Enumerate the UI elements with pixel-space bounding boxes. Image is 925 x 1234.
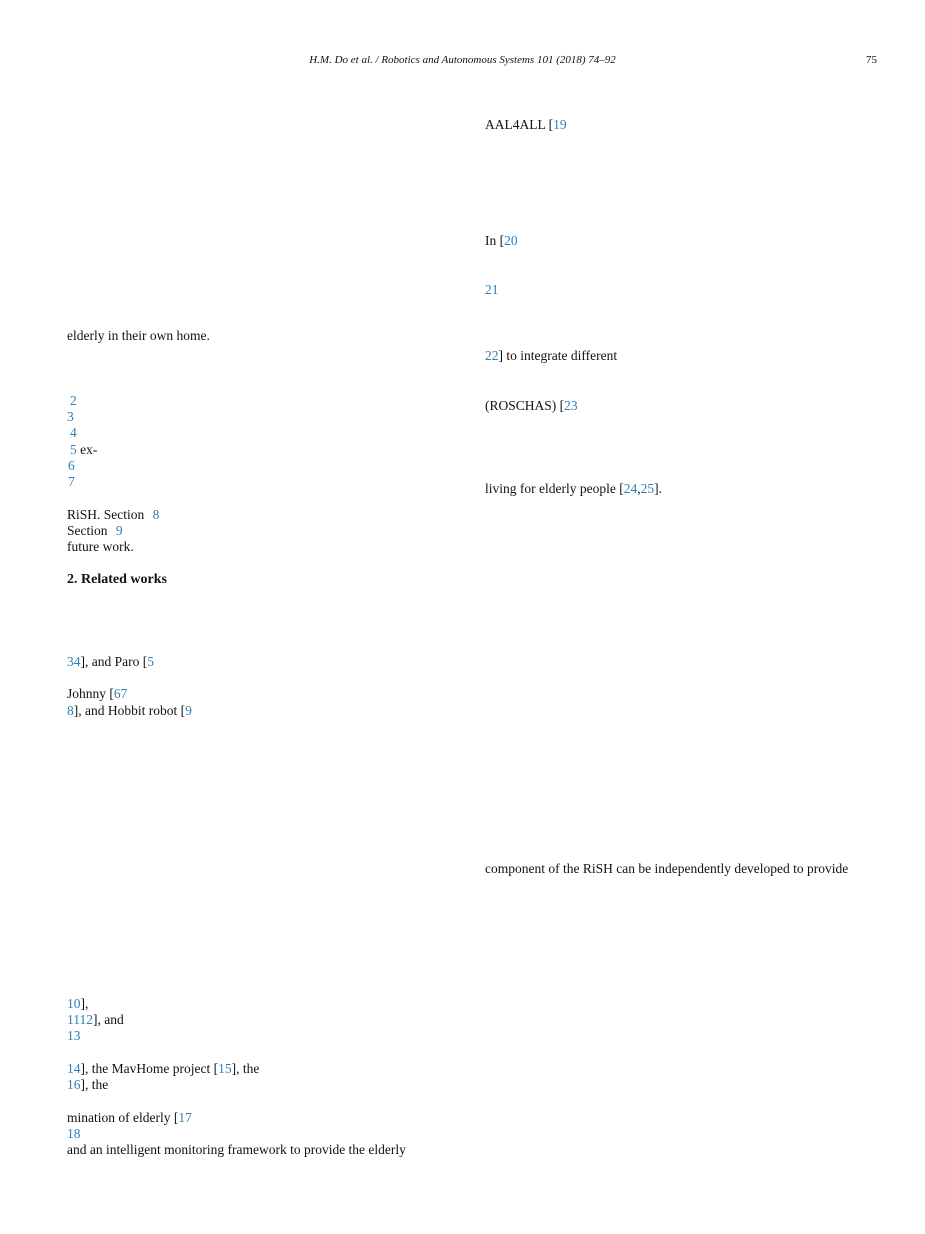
text-fragment: ]. — [654, 481, 662, 496]
text-fragment: ], the MavHome project [ — [80, 1061, 219, 1076]
text-fragment: RiSH. Section — [67, 507, 148, 522]
text-fragment: ], — [80, 996, 89, 1011]
text-fragment: ] to integrate different — [498, 348, 618, 363]
ref-link[interactable]: 67 — [113, 686, 128, 701]
ref-link[interactable]: 25 — [640, 481, 655, 496]
page-number: 75 — [866, 54, 877, 66]
text-fragment: , — [637, 481, 641, 496]
ref-link[interactable]: 20 — [504, 233, 518, 248]
section-heading: 2. Related works — [67, 572, 167, 587]
text-fragment: ], the — [231, 1061, 260, 1076]
text-line — [67, 1077, 108, 1093]
ref-link[interactable]: 15 — [218, 1061, 232, 1076]
ref-link[interactable]: 17 — [178, 1110, 192, 1125]
text-fragment: AAL4ALL [ — [485, 117, 554, 132]
running-header: H.M. Do et al. / Robotics and Autonomous Systems 101 (2018) 74–92 — [309, 54, 616, 66]
text-fragment: Section — [67, 523, 111, 538]
ref-link[interactable]: 7 — [68, 474, 75, 489]
text-line: component of the RiSH can be independently developed to provide — [485, 861, 849, 876]
ref-link[interactable]: 21 — [485, 282, 499, 297]
text-line — [485, 398, 578, 414]
ref-link[interactable] — [68, 458, 75, 474]
ref-link[interactable]: 9 — [185, 703, 192, 718]
text-line — [67, 686, 127, 702]
ref-link[interactable]: 24 — [623, 481, 638, 496]
text-fragment: ], and Paro [ — [80, 654, 148, 669]
text-line — [67, 703, 192, 719]
text-line: and an intelligent monitoring framework to provide the elderly — [67, 1142, 406, 1157]
ref-link[interactable]: 14 — [67, 1061, 81, 1076]
ref-link[interactable]: 10 — [67, 996, 81, 1011]
text-line — [485, 117, 567, 133]
text-fragment: living for elderly people [ — [485, 481, 624, 496]
text-fragment: In [ — [485, 233, 505, 248]
text-fragment: mination of elderly [ — [67, 1110, 179, 1125]
ref-link[interactable]: 1112 — [67, 1012, 93, 1027]
text-line — [70, 442, 97, 458]
ref-link[interactable] — [67, 409, 74, 425]
text-fragment: ], and — [93, 1012, 124, 1027]
ref-link[interactable]: 13 — [67, 1028, 81, 1043]
ref-link[interactable]: 23 — [564, 398, 578, 413]
text-line — [67, 1061, 259, 1077]
ref-link[interactable]: 5 — [70, 442, 77, 457]
text-line — [67, 1110, 192, 1126]
ref-link[interactable]: 18 — [67, 1126, 81, 1141]
ref-link[interactable] — [67, 1126, 81, 1142]
ref-link[interactable] — [68, 474, 75, 490]
ref-link[interactable]: 22 — [485, 348, 499, 363]
ref-link[interactable] — [70, 425, 77, 441]
ref-link[interactable]: 16 — [67, 1077, 81, 1092]
ref-link[interactable]: 34 — [67, 654, 81, 669]
text-line — [67, 996, 88, 1012]
ref-link[interactable]: 9 — [115, 523, 123, 538]
ref-link[interactable]: 6 — [68, 458, 75, 473]
text-fragment: ], the — [80, 1077, 109, 1092]
text-line — [67, 507, 159, 523]
ref-link[interactable]: 3 — [67, 409, 74, 424]
ref-link[interactable] — [485, 282, 499, 298]
ref-link[interactable]: 5 — [147, 654, 154, 669]
ref-link[interactable] — [70, 393, 77, 409]
text-line — [67, 1012, 124, 1028]
ref-link[interactable]: 19 — [553, 117, 567, 132]
text-line — [485, 348, 617, 364]
text-line: elderly in their own home. — [67, 328, 210, 343]
text-fragment: ], and Hobbit robot [ — [73, 703, 186, 718]
text-fragment: (ROSCHAS) [ — [485, 398, 565, 413]
text-line — [67, 654, 154, 670]
text-line — [67, 523, 123, 539]
ref-link[interactable] — [67, 1028, 81, 1044]
text-line — [485, 481, 662, 497]
text-line: future work. — [67, 539, 134, 554]
text-fragment: ex- — [76, 442, 98, 457]
ref-link[interactable]: 2 — [70, 393, 77, 408]
ref-link[interactable]: 4 — [70, 425, 77, 440]
ref-link[interactable]: 8 — [152, 507, 160, 522]
text-fragment: Johnny [ — [67, 686, 114, 701]
text-line — [485, 233, 518, 249]
ref-link[interactable]: 8 — [67, 703, 74, 718]
